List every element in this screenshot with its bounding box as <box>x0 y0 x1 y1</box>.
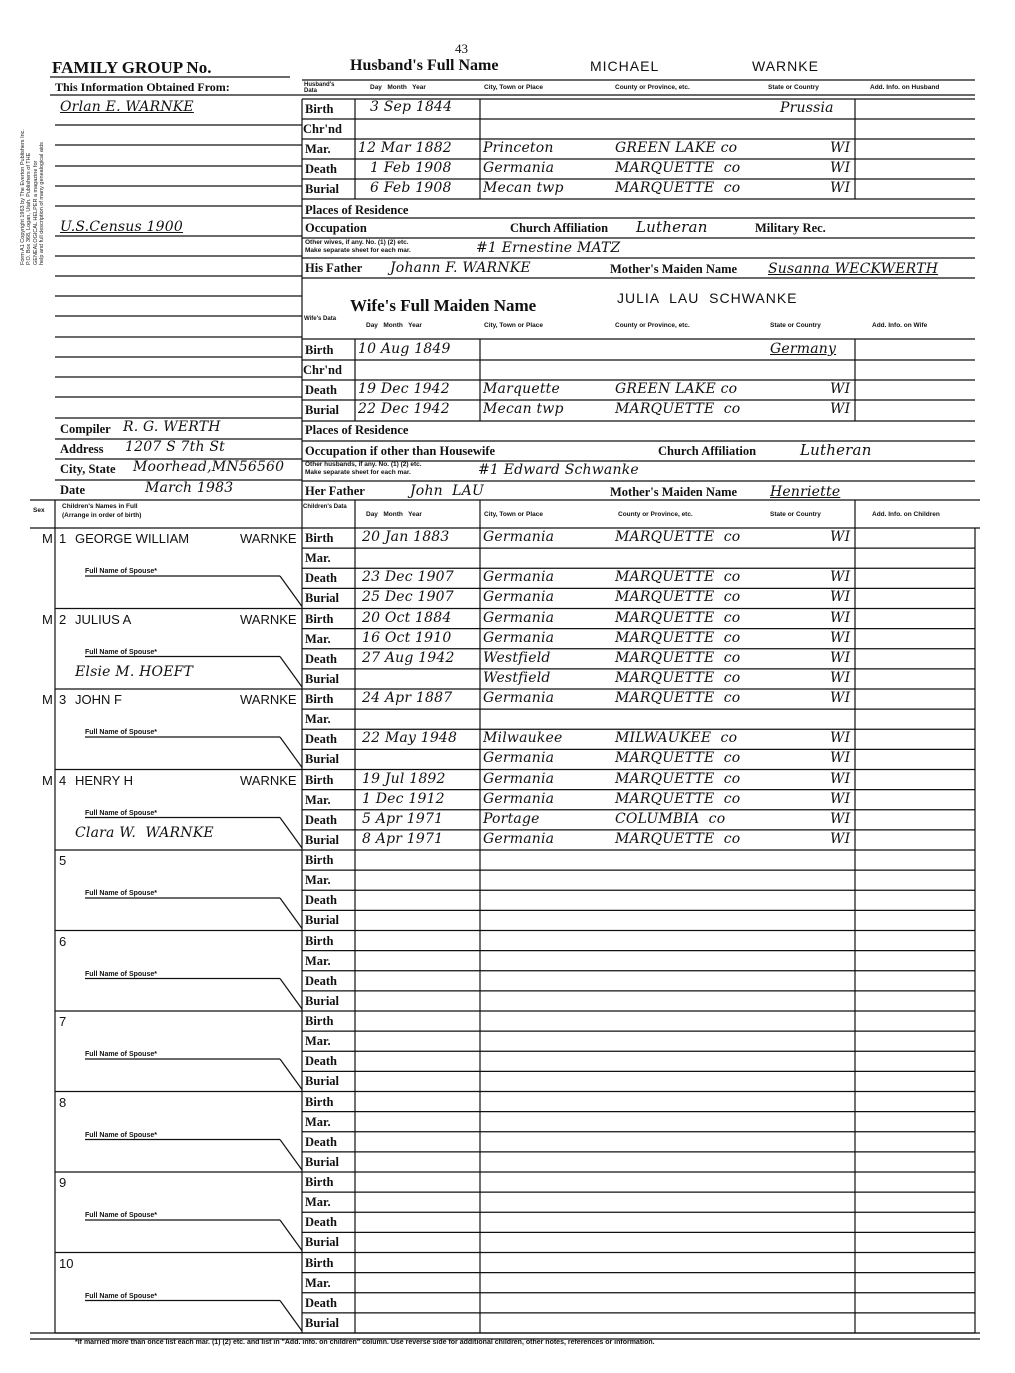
child-event-place: Germania <box>483 629 555 646</box>
husband-burial-county: MARQUETTE co <box>615 180 741 196</box>
child-event-state: WI <box>830 790 851 807</box>
husband-marriage-date: 12 Mar 1882 <box>358 140 452 156</box>
child-event-label: Mar. <box>305 953 331 968</box>
full-name-of-spouse-label: Full Name of Spouse* <box>85 890 157 897</box>
child-event-date: 1 Dec 1912 <box>362 790 445 807</box>
wife-burial-state: WI <box>830 401 851 417</box>
child-event-label: Death <box>305 1134 337 1149</box>
child-event-label: Burial <box>305 913 340 928</box>
copyright-line: Form A1 Copyright 1963 by The Everton Publishers Inc. <box>20 129 26 265</box>
child-event-label: Death <box>305 1215 337 1230</box>
husband-marriage-place: Princeton <box>483 140 554 156</box>
child-event-date: 16 Oct 1910 <box>362 629 452 646</box>
child-event-label: Mar. <box>305 1034 331 1049</box>
other-wives-label-1: Other wives, if any. No. (1) (2) etc. <box>305 239 409 246</box>
copyright-line: help and full description of many genealogical aids <box>38 142 45 265</box>
child-event-label: Burial <box>305 832 340 847</box>
husband-mother: Susanna WECKWERTH <box>768 261 939 277</box>
child-event-county: MARQUETTE co <box>615 750 741 767</box>
child-event-county: MARQUETTE co <box>615 830 741 847</box>
child-sex: M <box>42 692 53 707</box>
full-name-of-spouse-label: Full Name of Spouse* <box>85 568 157 575</box>
husband-burial-state: WI <box>830 180 851 196</box>
child-event-label: Mar. <box>305 1114 331 1129</box>
compiler-address: 1207 S 7th St <box>125 439 225 455</box>
copyright-note <box>20 35 45 265</box>
child-event-label: Mar. <box>305 1275 331 1290</box>
husband-death-label: Death <box>305 162 337 176</box>
other-husbands-label-2: Make separate sheet for each mar. <box>305 469 411 476</box>
wife-birth-date: 10 Aug 1849 <box>358 341 451 357</box>
child-event-label: Death <box>305 1295 337 1310</box>
husband-marriage-state: WI <box>830 140 851 156</box>
husband-occupation-label: Occupation <box>305 221 367 235</box>
child-event-label: Burial <box>305 1154 340 1169</box>
child-event-date: 27 Aug 1942 <box>362 649 455 666</box>
child-surname: WARNKE <box>240 531 297 546</box>
child-event-label: Birth <box>305 531 334 545</box>
child-number: 9 <box>59 1175 67 1190</box>
child-spouse: Clara W. WARNKE <box>75 824 214 841</box>
full-name-of-spouse-label: Full Name of Spouse* <box>85 1212 157 1219</box>
husband-burial-place: Mecan twp <box>483 180 564 196</box>
child-event-date: 24 Apr 1887 <box>362 690 453 706</box>
child-given-name: JULIUS A <box>75 611 132 627</box>
childrens-data-header: Children's Data <box>303 504 347 510</box>
child-event-county: MARQUETTE co <box>615 649 741 666</box>
child-event-county: MARQUETTE co <box>615 569 741 586</box>
other-wives-label-2: Make separate sheet for each mar. <box>305 247 411 254</box>
child-number: 10 <box>59 1255 74 1271</box>
child-event-state: WI <box>830 629 851 646</box>
wife-occupation-label: Occupation if other than Housewife <box>305 444 496 458</box>
wife-burial-place: Mecan twp <box>483 401 564 417</box>
child-event-label: Burial <box>305 1074 340 1089</box>
child-event-county: MILWAUKEE co <box>615 730 738 747</box>
wife-residence-label: Places of Residence <box>305 423 409 437</box>
child-event-place: Germania <box>483 609 555 626</box>
child-event-date: 8 Apr 1971 <box>362 830 444 847</box>
husband-father: Johann F. WARNKE <box>390 260 531 276</box>
child-given-name: GEORGE WILLIAM <box>75 531 190 546</box>
husband-birth-state: Prussia <box>780 100 834 116</box>
child-event-place: Milwaukee <box>483 730 563 747</box>
child-event-label: Mar. <box>305 631 331 646</box>
child-event-label: Mar. <box>305 873 331 888</box>
sex-column-header: Sex <box>33 507 45 514</box>
child-event-label: Birth <box>305 611 334 626</box>
child-event-state: WI <box>830 810 851 827</box>
copyright-line: GENEALOGICAL HELPER a magazine for <box>32 160 39 265</box>
wife-burial-label: Burial <box>305 403 340 417</box>
child-event-county: MARQUETTE co <box>615 529 741 545</box>
child-event-county: COLUMBIA co <box>615 810 726 827</box>
child-event-label: Birth <box>305 933 334 948</box>
husband-surname: WARNKE <box>752 58 819 74</box>
child-event-state: WI <box>830 730 851 747</box>
child-state-column-header: State or Country <box>770 511 821 518</box>
child-event-label: Mar. <box>305 551 331 566</box>
husband-marriage-county: GREEN LAKE co <box>615 140 738 156</box>
wife-mother: Henriette <box>770 484 841 500</box>
child-event-label: Death <box>305 571 337 586</box>
husband-church: Lutheran <box>636 218 708 236</box>
wife-mother-label: Mother's Maiden Name <box>610 485 738 499</box>
child-spouse: Elsie M. HOEFT <box>75 663 194 680</box>
full-name-of-spouse-label: Full Name of Spouse* <box>85 1051 157 1058</box>
footer-note: *If married more than once list each mar. (1) (2) etc. and list in "Add. info. on children" column. Use reverse side for additional children, other notes, references or information. <box>75 1339 655 1346</box>
child-event-label: Death <box>305 1054 337 1069</box>
child-event-state: WI <box>830 529 851 545</box>
husband-burial-label: Burial <box>305 182 340 196</box>
full-name-of-spouse-label: Full Name of Spouse* <box>85 729 157 736</box>
child-event-place: Westfield <box>483 669 551 686</box>
child-event-label: Burial <box>305 1315 340 1330</box>
child-given-name: JOHN F <box>75 692 122 707</box>
wife-name-label: Wife's Full Maiden Name <box>350 296 537 315</box>
child-event-label: Death <box>305 893 337 908</box>
child-event-state: WI <box>830 690 851 706</box>
child-event-label: Birth <box>305 692 334 706</box>
wife-burial-date: 22 Dec 1942 <box>358 401 450 417</box>
full-name-of-spouse-label: Full Name of Spouse* <box>85 970 157 978</box>
child-event-label: Mar. <box>305 1195 331 1210</box>
source-2: U.S.Census 1900 <box>60 219 183 235</box>
wife-city-column-header: City, Town or Place <box>484 322 543 329</box>
child-event-label: Mar. <box>305 712 331 727</box>
husband-burial-date: 6 Feb 1908 <box>370 180 452 196</box>
child-event-label: Burial <box>305 752 340 767</box>
child-event-date: 23 Dec 1907 <box>362 569 454 586</box>
child-event-county: MARQUETTE co <box>615 690 741 706</box>
child-number: 8 <box>59 1094 67 1110</box>
wife-birth-state: Germany <box>770 341 837 357</box>
child-event-date: 20 Oct 1884 <box>362 609 452 626</box>
child-event-label: Burial <box>305 993 340 1008</box>
wife-death-place: Marquette <box>483 381 560 397</box>
child-event-state: WI <box>830 609 851 626</box>
compiler-date: March 1983 <box>145 480 234 496</box>
child-event-county: MARQUETTE co <box>615 629 741 646</box>
child-surname: WARNKE <box>240 692 297 707</box>
other-husbands-label-1: Other husbands, if any. No. (1) (2) etc. <box>305 461 422 468</box>
child-event-county: MARQUETTE co <box>615 770 741 787</box>
compiler-name: R. G. WERTH <box>123 419 221 435</box>
husband-residence-label: Places of Residence <box>305 203 409 217</box>
children-order-header: (Arrange in order of birth) <box>62 512 142 519</box>
child-event-place: Germania <box>483 750 555 767</box>
child-event-county: MARQUETTE co <box>615 609 741 626</box>
child-city-column-header: City, Town or Place <box>484 511 543 518</box>
source-1: Orlan E. WARNKE <box>60 99 194 115</box>
date-label: Date <box>60 483 85 497</box>
wife-death-state: WI <box>830 381 851 397</box>
add-info-wife-header: Add. Info. on Wife <box>872 322 928 329</box>
child-event-place: Germania <box>483 830 555 847</box>
husband-other-wives: #1 Ernestine MATZ <box>476 240 621 256</box>
child-number: 5 <box>59 853 67 868</box>
wife-date-column-header: Day Month Year <box>366 322 422 329</box>
husband-death-state: WI <box>830 160 851 176</box>
child-event-state: WI <box>830 750 851 767</box>
child-event-state: WI <box>830 669 851 686</box>
husband-death-county: MARQUETTE co <box>615 160 741 176</box>
address-label: Address <box>60 442 104 456</box>
form-title: FAMILY GROUP No. <box>52 58 212 77</box>
wife-death-label: Death <box>305 383 337 397</box>
child-event-county: MARQUETTE co <box>615 790 741 807</box>
wife-county-column-header: County or Province, etc. <box>615 322 690 329</box>
child-event-label: Birth <box>305 772 334 787</box>
husband-church-label: Church Affiliation <box>510 221 609 235</box>
wife-birth-label: Birth <box>305 343 334 357</box>
city-state-label: City, State <box>60 462 116 476</box>
wife-death-date: 19 Dec 1942 <box>358 381 450 397</box>
child-event-label: Birth <box>305 1094 334 1109</box>
wife-christening-label: Chr'nd <box>303 363 342 377</box>
child-event-date: 22 May 1948 <box>362 730 458 747</box>
wife-death-county: GREEN LAKE co <box>615 381 738 397</box>
husbands-data-header: Husband's Data <box>304 82 335 94</box>
wife-church-label: Church Affiliation <box>658 444 757 458</box>
child-event-label: Burial <box>305 671 340 686</box>
child-event-date: 5 Apr 1971 <box>362 810 444 827</box>
husband-military-label: Military Rec. <box>755 221 826 235</box>
full-name-of-spouse-label: Full Name of Spouse* <box>85 809 157 817</box>
child-event-label: Burial <box>305 591 340 606</box>
child-number: 3 <box>59 692 67 707</box>
child-event-label: Burial <box>305 1235 340 1250</box>
husband-given-name: MICHAEL <box>590 58 660 74</box>
child-surname: WARNKE <box>240 772 297 788</box>
child-event-label: Birth <box>305 853 334 867</box>
wife-state-column-header: State or Country <box>770 322 821 329</box>
husband-mother-label: Mother's Maiden Name <box>610 262 738 276</box>
child-number: 4 <box>59 772 67 788</box>
wife-name: JULIA LAU SCHWANKE <box>617 290 798 306</box>
child-event-place: Germania <box>483 770 555 787</box>
child-county-column-header: County or Province, etc. <box>618 511 693 518</box>
date-column-header: Day Month Year <box>370 84 426 91</box>
wife-burial-county: MARQUETTE co <box>615 401 741 417</box>
wife-father: John LAU <box>410 483 484 499</box>
husband-birth-label: Birth <box>305 102 334 116</box>
husband-death-place: Germania <box>483 160 555 176</box>
copyright-line: P.O. Box 368, Logan, Utah. Publishers of THE <box>26 152 33 265</box>
child-event-date: 20 Jan 1883 <box>362 529 450 545</box>
wife-church: Lutheran <box>800 441 872 459</box>
full-name-of-spouse-label: Full Name of Spouse* <box>85 1131 157 1139</box>
child-event-place: Germania <box>483 790 555 807</box>
page-number: 43 <box>455 41 468 56</box>
husband-father-label: His Father <box>305 261 363 275</box>
children-names-header: Children's Names in Full <box>62 503 138 510</box>
child-event-place: Germania <box>483 529 555 545</box>
wife-other-husbands: #1 Edward Schwanke <box>478 462 639 478</box>
child-event-label: Mar. <box>305 792 331 807</box>
compiler-city: Moorhead,MN56560 <box>133 459 285 475</box>
child-event-state: WI <box>830 770 851 787</box>
info-obtained-label: This Information Obtained From: <box>55 80 230 94</box>
husband-christening-label: Chr'nd <box>303 122 342 136</box>
child-event-place: Portage <box>483 810 540 827</box>
city-column-header: City, Town or Place <box>484 84 543 91</box>
child-event-county: MARQUETTE co <box>615 669 741 686</box>
child-event-label: Birth <box>305 1255 334 1270</box>
child-date-column-header: Day Month Year <box>366 511 422 518</box>
husband-name-label: Husband's Full Name <box>350 57 499 74</box>
compiler-label: Compiler <box>60 422 111 436</box>
child-event-label: Birth <box>305 1175 334 1189</box>
child-number: 1 <box>59 531 67 546</box>
child-sex: M <box>42 611 53 627</box>
child-event-state: WI <box>830 830 851 847</box>
child-surname: WARNKE <box>240 611 297 627</box>
add-info-children-header: Add. Info. on Children <box>872 511 940 518</box>
child-event-label: Death <box>305 973 337 988</box>
wife-father-label: Her Father <box>305 484 365 498</box>
state-column-header: State or Country <box>768 84 819 91</box>
child-number: 6 <box>59 933 67 949</box>
child-event-place: Germania <box>483 569 555 586</box>
child-sex: M <box>42 772 53 788</box>
child-event-state: WI <box>830 649 851 666</box>
county-column-header: County or Province, etc. <box>615 84 690 91</box>
child-event-place: Germania <box>483 589 555 606</box>
full-name-of-spouse-label: Full Name of Spouse* <box>85 648 157 656</box>
child-event-state: WI <box>830 589 851 606</box>
husband-death-date: 1 Feb 1908 <box>370 160 452 176</box>
child-sex: M <box>42 531 53 546</box>
child-event-place: Westfield <box>483 649 551 666</box>
child-number: 2 <box>59 611 67 627</box>
child-event-label: Death <box>305 651 337 666</box>
husband-birth-date: 3 Sep 1844 <box>370 99 453 115</box>
child-event-date: 25 Dec 1907 <box>362 589 454 606</box>
husband-marriage-label: Mar. <box>305 142 331 156</box>
add-info-husband-header: Add. Info. on Husband <box>870 84 940 91</box>
child-given-name: HENRY H <box>75 772 134 788</box>
child-event-label: Death <box>305 812 337 827</box>
child-event-county: MARQUETTE co <box>615 589 741 606</box>
full-name-of-spouse-label: Full Name of Spouse* <box>85 1292 157 1300</box>
wifes-data-header: Wife's Data <box>304 316 337 322</box>
child-number: 7 <box>59 1014 67 1029</box>
child-event-label: Birth <box>305 1014 334 1028</box>
child-event-place: Germania <box>483 690 555 706</box>
child-event-label: Death <box>305 732 337 747</box>
child-event-state: WI <box>830 569 851 586</box>
child-event-date: 19 Jul 1892 <box>362 770 446 787</box>
